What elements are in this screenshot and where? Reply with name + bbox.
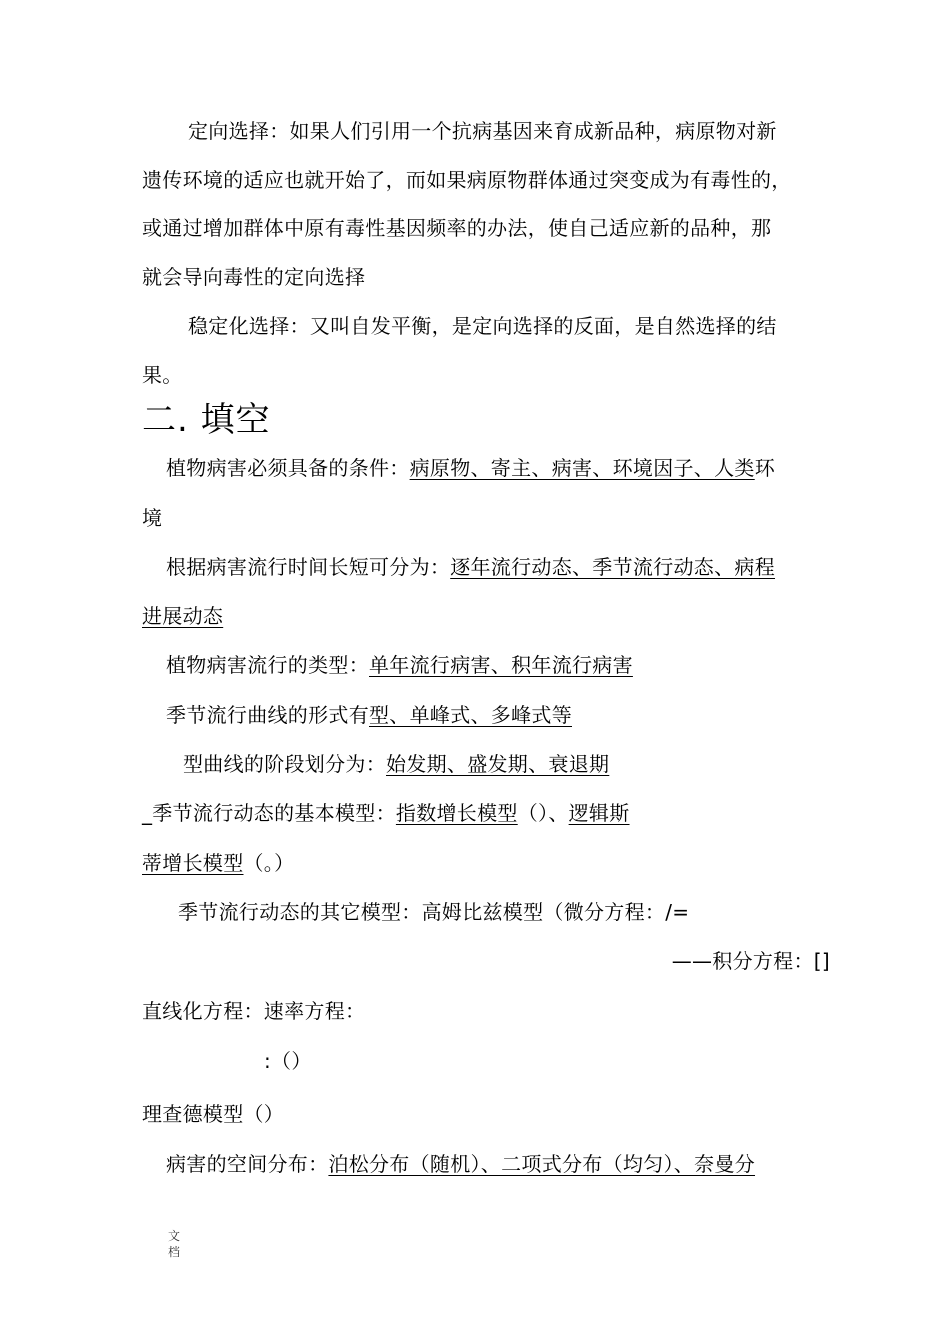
q5-answer: 始发期、盛发期、衰退期 xyxy=(386,752,610,776)
q7-line4: :（） xyxy=(264,1049,312,1073)
q2-answer: 逐年流行动态、季节流行动态、病程 xyxy=(450,555,776,579)
para-directional-selection-line4: 就会导向毒性的定向选择 xyxy=(142,265,366,289)
q3-line xyxy=(166,651,633,679)
q1-label: 植物病害必须具备的条件： xyxy=(166,456,410,480)
q6-tail: （。） xyxy=(243,851,295,875)
q7-line3: 直线化方程：速率方程： xyxy=(142,999,366,1023)
q7-line1: 季节流行动态的其它模型：高姆比兹模型（微分方程：/= xyxy=(178,900,690,924)
q7-line2: ——积分方程：[] xyxy=(671,949,830,973)
page-footer xyxy=(166,1228,182,1260)
footer-char-1: 文 xyxy=(167,1229,180,1243)
q3-answer: 单年流行病害、积年流行病害 xyxy=(369,653,633,677)
section-heading-fill-blank: 二. 填空 xyxy=(142,400,271,440)
para-directional-selection-line2: 遗传环境的适应也就开始了，而如果病原物群体通过突变成为有毒性的， xyxy=(142,168,792,192)
para-stabilizing-selection-line2: 果。 xyxy=(142,363,183,387)
para-directional-selection-line3: 或通过增加群体中原有毒性基因频率的办法，使自己适应新的品种，那 xyxy=(142,216,772,240)
q8-line1: 理查德模型（） xyxy=(142,1102,285,1126)
q2-continuation xyxy=(142,602,223,630)
q6-answer-cont: 蒂增长模型 xyxy=(142,851,244,875)
q9-line xyxy=(166,1150,755,1178)
q6-answer2: 逻辑斯 xyxy=(568,801,630,825)
q3-label: 植物病害流行的类型： xyxy=(166,653,369,677)
q6-continuation xyxy=(142,849,294,877)
q1-tail: 环 xyxy=(754,456,776,480)
q4-line xyxy=(166,701,572,729)
q4-label: 季节流行曲线的形式有 xyxy=(166,703,369,727)
q6-prefix: _季节流行动态的基本模型： xyxy=(142,801,396,825)
q1-continuation: 境 xyxy=(142,506,163,530)
q2-label: 根据病害流行时间长短可分为： xyxy=(166,555,451,579)
footer-char-2: 档 xyxy=(167,1245,180,1259)
q9-answer: 泊松分布（随机）、二项式分布（均匀）、奈曼分 xyxy=(328,1152,756,1176)
q6-middle: （）、 xyxy=(517,801,569,825)
q1-answer: 病原物、寄主、病害、环境因子、人类 xyxy=(409,456,755,480)
q2-answer-cont: 进展动态 xyxy=(142,604,224,628)
para-directional-selection-line1: 定向选择：如果人们引用一个抗病基因来育成新品种，病原物对新 xyxy=(188,119,777,143)
q5-label: 型曲线的阶段划分为： xyxy=(183,752,386,776)
para-stabilizing-selection-line1: 稳定化选择：又叫自发平衡，是定向选择的反面，是自然选择的结 xyxy=(188,314,777,338)
q6-line xyxy=(142,799,630,827)
q6-answer1: 指数增长模型 xyxy=(395,801,518,825)
q9-label: 病害的空间分布： xyxy=(166,1152,329,1176)
q1-line xyxy=(166,454,775,482)
q2-line xyxy=(166,553,775,581)
q5-line xyxy=(183,750,609,778)
q4-answer: 型、单峰式、多峰式等 xyxy=(369,703,572,727)
